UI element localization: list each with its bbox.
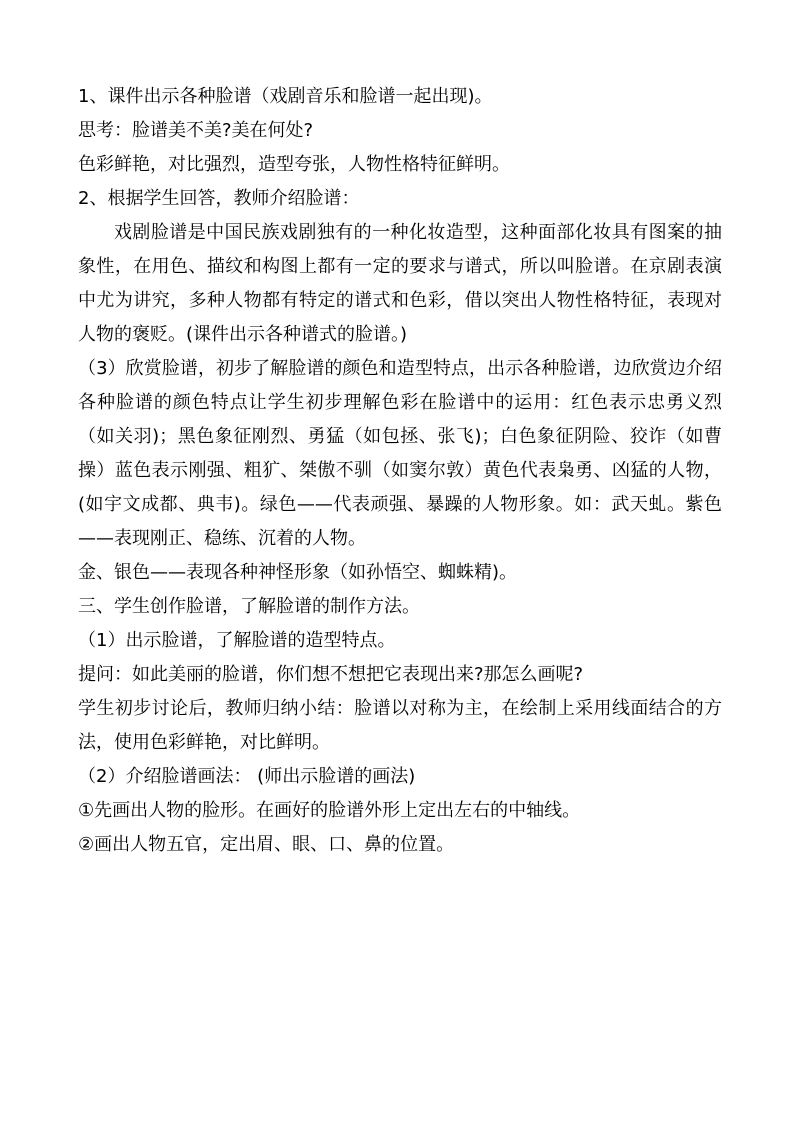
paragraph-6: （3）欣赏脸谱，初步了解脸谱的颜色和造型特点，出示各种脸谱，边欣赏边介绍各种脸谱的颜色特点让学生初步理解色彩在脸谱中的运用：红色表示忠勇义烈（如关羽)；黑色象征刚烈、勇猛（如包拯、张飞)；白色象征阴险、狡诈（如曹操）蓝色表示刚强、粗犷、桀傲不驯（如窦尔敦）黄色代表枭勇、凶猛的人物，(如宇文成都、典韦)。绿色——代表顽强、暴躁的人物形象。如：武天虬。紫色——表现刚正、稳练、沉着的人物。 <box>78 358 722 549</box>
paragraph-2: 思考：脸谱美不美?美在何处? <box>78 120 314 141</box>
paragraph-5: 戏剧脸谱是中国民族戏剧独有的一种化妆造型，这种面部化妆具有图案的抽象性，在用色、描纹和构图上都有一定的要求与谱式，所以叫脸谱。在京剧表演中尤为讲究，多种人物都有特定的谱式和色彩，借以突出人物性格特征，表现对人物的褒贬。(课件出示各种谱式的脸谱。) <box>78 222 722 345</box>
paragraph-14: ②画出人物五官，定出眉、眼、口、鼻的位置。 <box>78 834 455 855</box>
paragraph-12: （2）介绍脸谱画法： (师出示脸谱的画法) <box>78 766 416 787</box>
paragraph-8: 三、学生创作脸谱，了解脸谱的制作方法。 <box>78 596 420 617</box>
paragraph-1: 1、课件出示各种脸谱（戏剧音乐和脸谱一起出现)。 <box>78 86 493 107</box>
paragraph-7: 金、银色——表现各种神怪形象（如孙悟空、蜘蛛精)。 <box>78 562 518 583</box>
paragraph-9: （1）出示脸谱，了解脸谱的造型特点。 <box>78 630 396 651</box>
paragraph-3: 色彩鲜艳，对比强烈，造型夸张，人物性格特征鲜明。 <box>78 154 510 175</box>
paragraph-10: 提问：如此美丽的脸谱，你们想不想把它表现出来?那怎么画呢? <box>78 664 584 685</box>
paragraph-11: 学生初步讨论后，教师归纳小结：脸谱以对称为主，在绘制上采用线面结合的方法，使用色彩鲜艳，对比鲜明。 <box>78 698 722 753</box>
paragraph-13: ①先画出人物的脸形。在画好的脸谱外形上定出左右的中轴线。 <box>78 800 581 821</box>
paragraph-4: 2、根据学生回答，教师介绍脸谱： <box>78 188 360 209</box>
document-body <box>78 80 722 862</box>
